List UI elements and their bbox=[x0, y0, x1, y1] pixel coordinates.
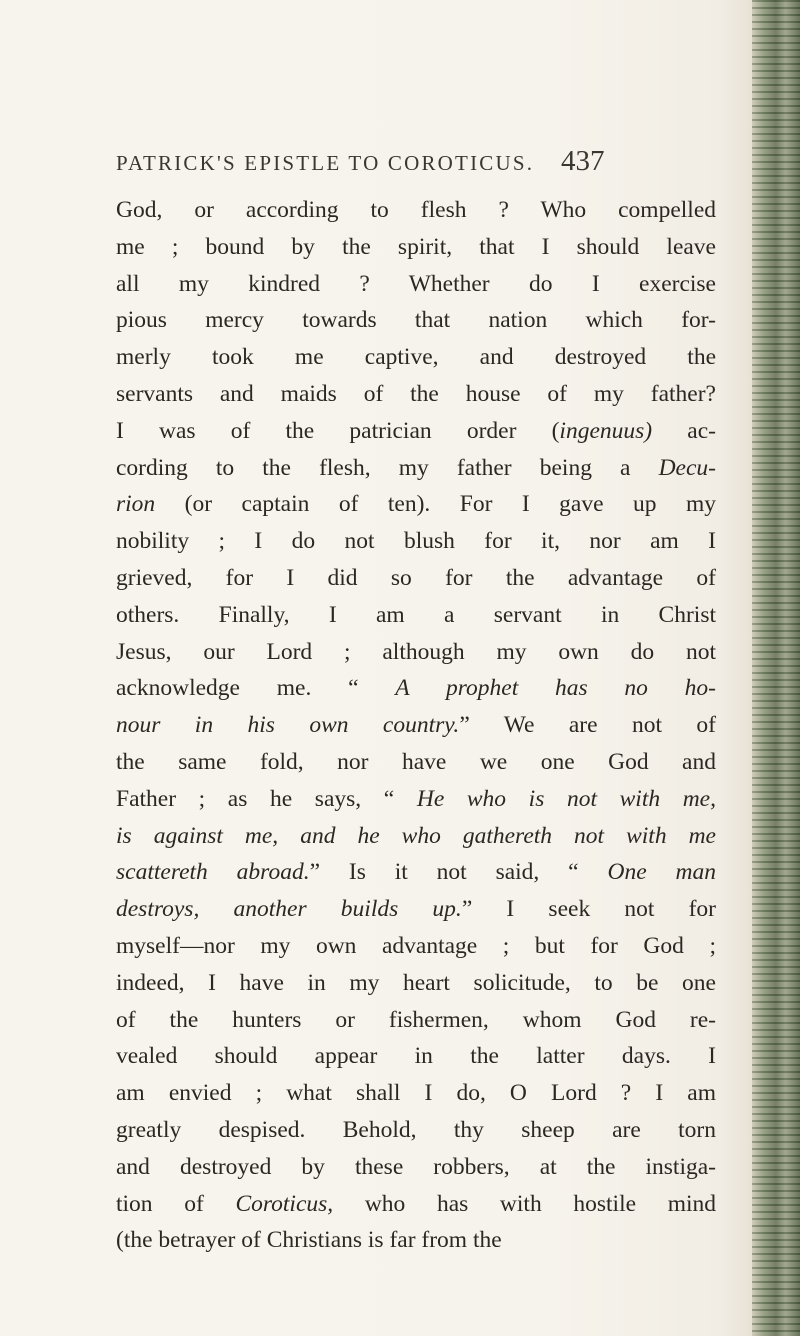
text-line bbox=[116, 339, 716, 376]
italic-run: A prophet has no ho- bbox=[395, 675, 716, 702]
text-run: acknowledge me. “ bbox=[116, 675, 396, 702]
text-line bbox=[116, 1038, 716, 1075]
text-line bbox=[116, 891, 716, 928]
italic-run: nour in his own country. bbox=[116, 712, 460, 739]
text-run: ” Is it not said, “ bbox=[309, 859, 608, 886]
text-run: vealed should appear in the latter days. I bbox=[116, 1043, 716, 1070]
italic-run: Coroticus, bbox=[235, 1190, 334, 1217]
text-line bbox=[116, 965, 716, 1002]
text-line bbox=[116, 1222, 716, 1259]
text-line bbox=[116, 634, 716, 671]
text-run: who has with hostile mind bbox=[333, 1190, 716, 1217]
text-line bbox=[116, 266, 716, 303]
text-run: (the betrayer of Christians is far from the bbox=[116, 1227, 502, 1254]
italic-run: destroys, another builds up. bbox=[116, 896, 462, 923]
text-line bbox=[116, 1186, 716, 1223]
text-line bbox=[116, 1075, 716, 1112]
text-run: (or captain of ten). For I gave up my bbox=[155, 491, 716, 518]
text-run: pious mercy towards that nation which for- bbox=[116, 307, 716, 334]
text-run: cording to the flesh, my father being a bbox=[116, 454, 659, 481]
text-run: I was of the patrician order ( bbox=[116, 417, 560, 444]
text-line bbox=[116, 1149, 716, 1186]
text-run: ” I seek not for bbox=[461, 896, 716, 923]
text-run: God, or according to flesh ? Who compelled bbox=[116, 197, 716, 223]
text-line bbox=[116, 413, 716, 450]
text-run: Father ; as he says, “ bbox=[116, 785, 417, 812]
italic-run: is against me, and he who gathereth not with me bbox=[116, 822, 716, 849]
text-run: me ; bound by the spirit, that I should leave bbox=[116, 233, 716, 260]
italic-run: scattereth abroad. bbox=[116, 859, 310, 886]
text-line bbox=[116, 523, 716, 560]
text-run: myself—nor my own advantage ; but for God ; bbox=[116, 932, 716, 959]
text-run: tion of bbox=[116, 1190, 236, 1217]
text-line bbox=[116, 854, 716, 891]
text-line bbox=[116, 1002, 716, 1039]
text-line bbox=[116, 486, 716, 523]
text-run: and destroyed by these robbers, at the instiga- bbox=[116, 1153, 716, 1180]
text-line bbox=[116, 928, 716, 965]
page-header bbox=[116, 145, 716, 185]
text-run: others. Finally, I am a servant in Christ bbox=[116, 601, 716, 628]
text-line bbox=[116, 670, 716, 707]
text-run: the same fold, nor have we one God and bbox=[116, 748, 716, 775]
italic-run: rion bbox=[116, 491, 156, 518]
text-line bbox=[116, 1112, 716, 1149]
text-run: Jesus, our Lord ; although my own do not bbox=[116, 638, 716, 665]
italic-run: He who is not with me, bbox=[416, 785, 716, 812]
page-number: 437 bbox=[561, 145, 605, 177]
text-line bbox=[116, 376, 716, 413]
italic-run: ingenuus) bbox=[559, 417, 653, 444]
body-text bbox=[116, 192, 716, 1259]
text-line bbox=[116, 744, 716, 781]
running-title: PATRICK'S EPISTLE TO COROTICUS. bbox=[116, 151, 535, 175]
text-run: nobility ; I do not blush for it, nor am I bbox=[116, 528, 716, 555]
text-line bbox=[116, 818, 716, 855]
text-line bbox=[116, 229, 716, 266]
italic-run: One man bbox=[607, 859, 716, 886]
text-line bbox=[116, 302, 716, 339]
text-run: greatly despised. Behold, thy sheep are torn bbox=[116, 1116, 716, 1143]
text-run: of the hunters or fishermen, whom God re- bbox=[116, 1006, 716, 1033]
text-line bbox=[116, 707, 716, 744]
text-run: am envied ; what shall I do, O Lord ? I am bbox=[116, 1080, 716, 1107]
text-run: all my kindred ? Whether do I exercise bbox=[116, 270, 716, 297]
text-run: grieved, for I did so for the advantage of bbox=[116, 564, 716, 591]
text-line bbox=[116, 560, 716, 597]
text-line bbox=[116, 781, 716, 818]
book-spine-edge bbox=[752, 0, 800, 1336]
text-run: ” We are not of bbox=[459, 712, 717, 739]
text-line bbox=[116, 192, 716, 229]
text-run: indeed, I have in my heart solicitude, to be one bbox=[116, 969, 716, 996]
text-line bbox=[116, 450, 716, 487]
text-run: merly took me captive, and destroyed the bbox=[116, 344, 716, 371]
text-run: servants and maids of the house of my father? bbox=[116, 380, 716, 407]
text-line bbox=[116, 597, 716, 634]
italic-run: Decu- bbox=[658, 454, 716, 481]
text-run: ac- bbox=[652, 417, 716, 444]
